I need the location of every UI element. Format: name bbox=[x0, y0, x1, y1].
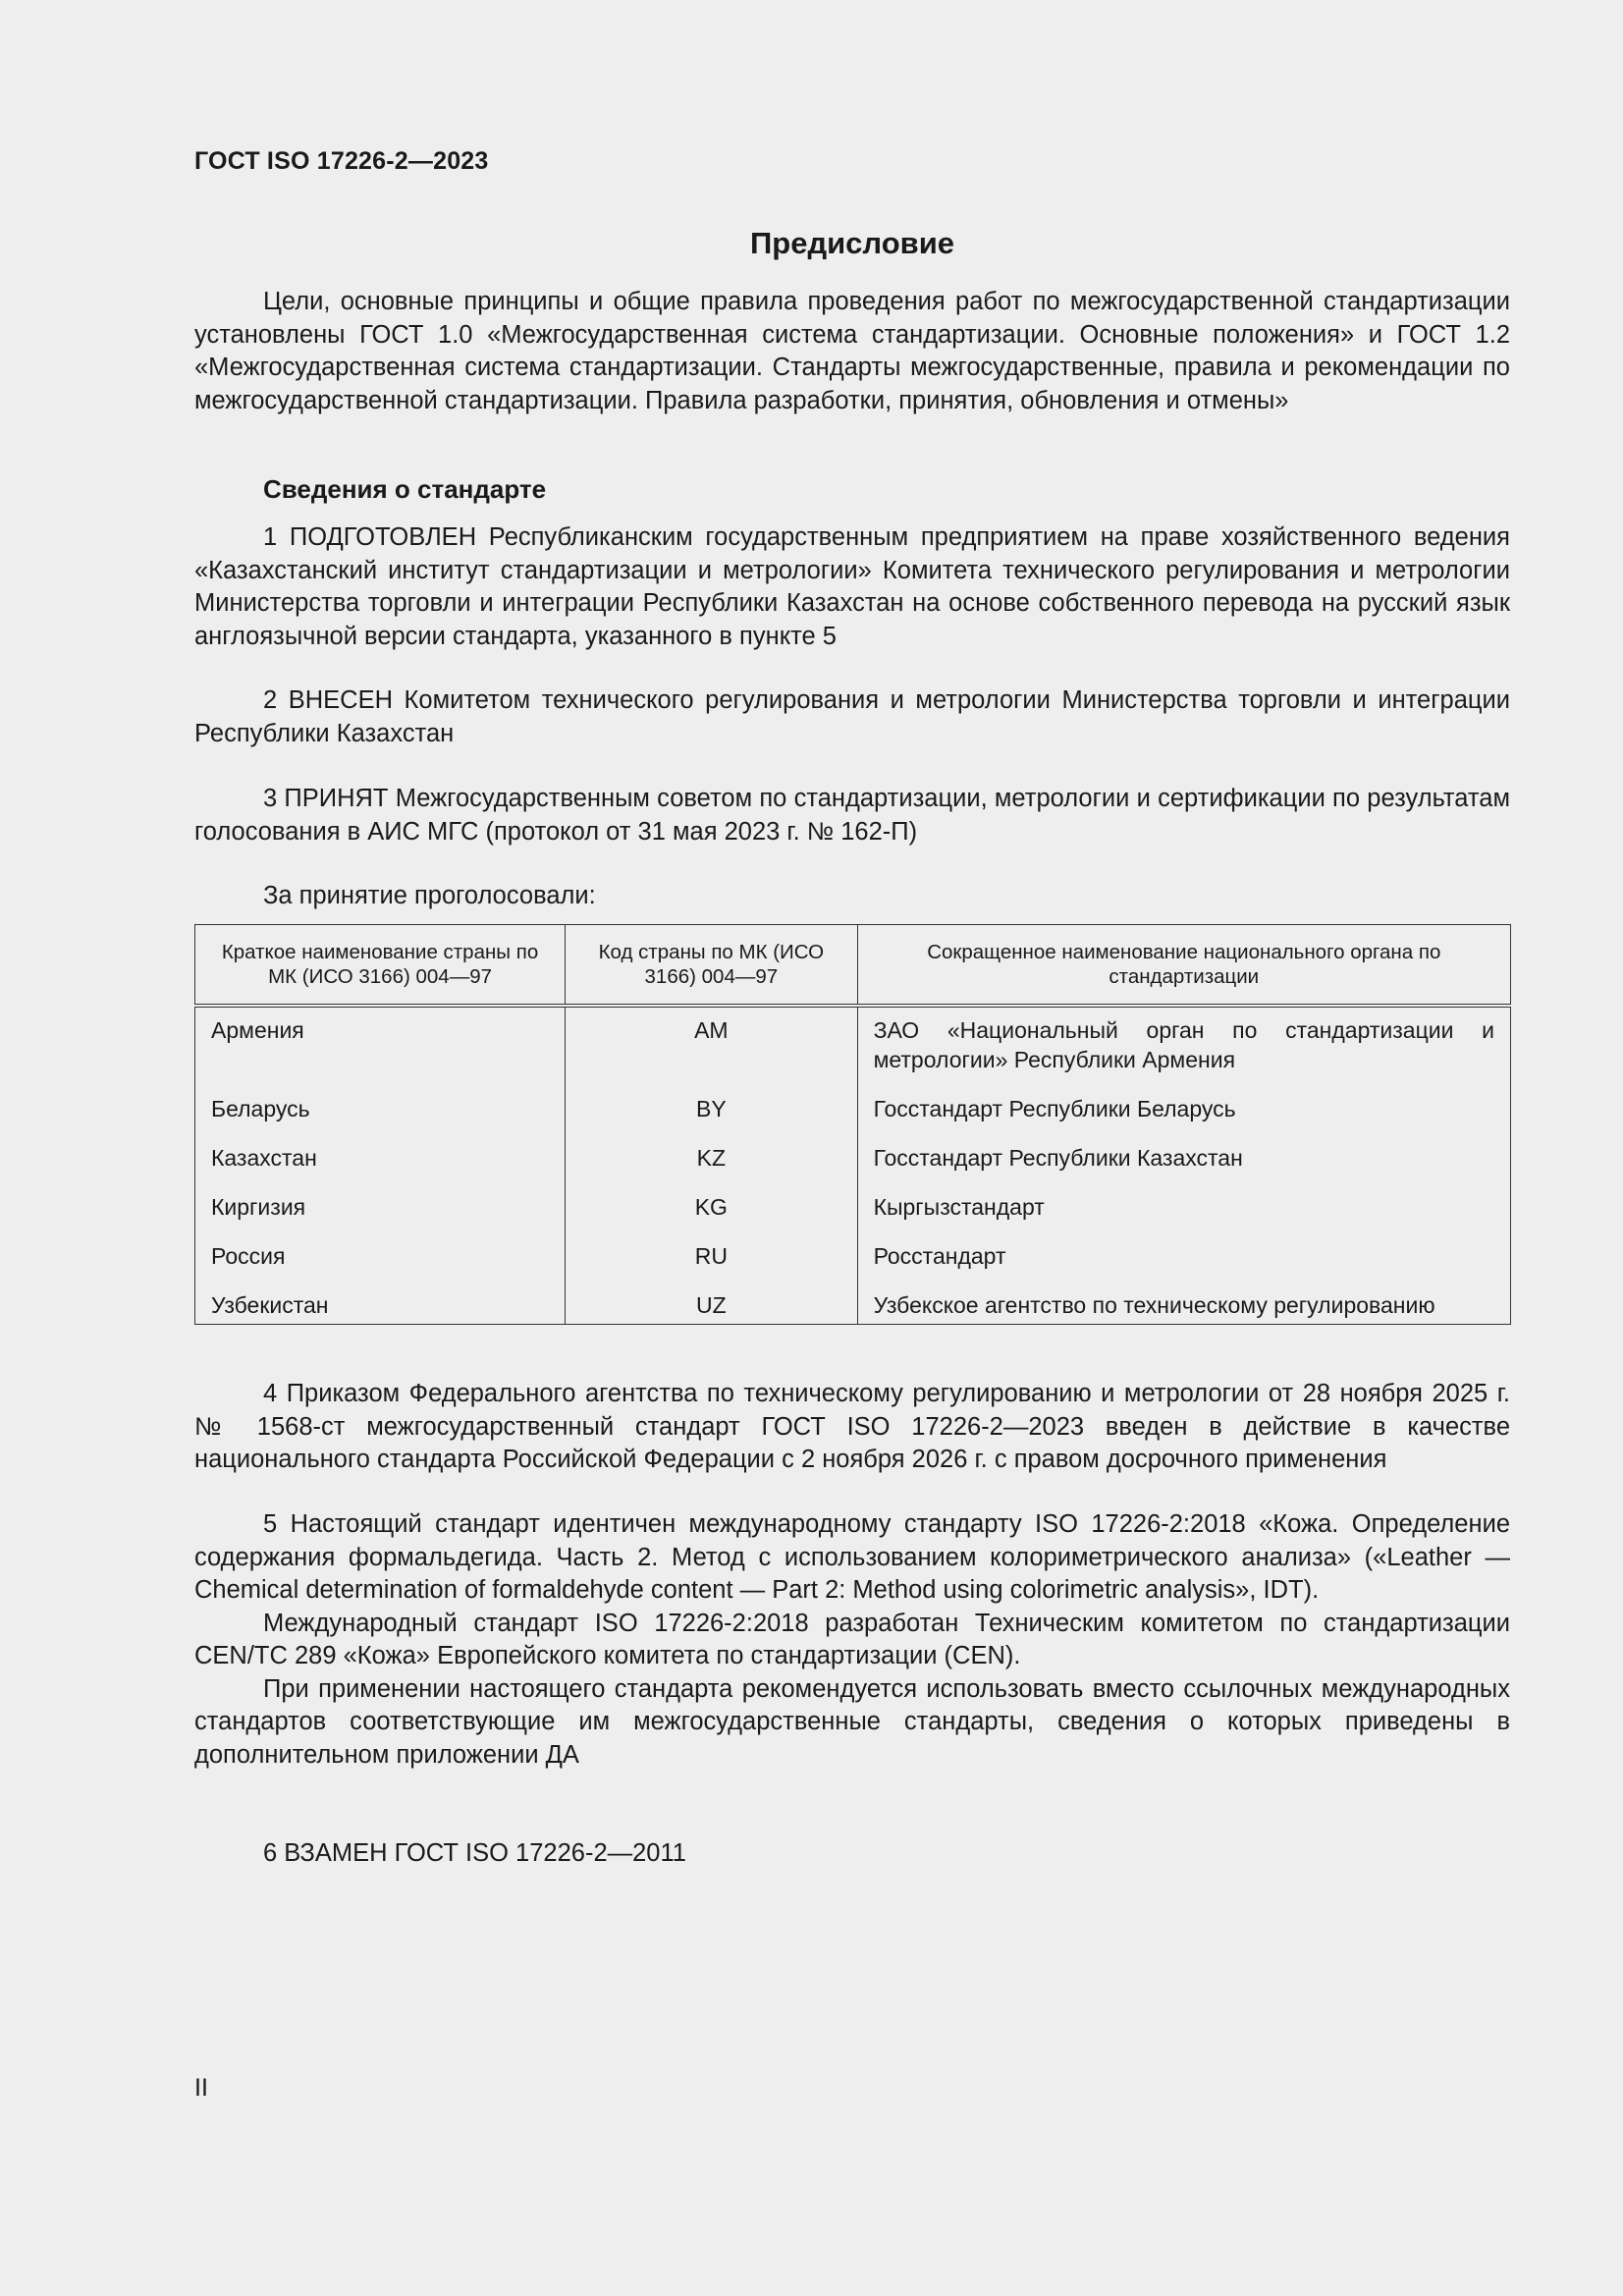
cell-country: Киргизия bbox=[195, 1192, 566, 1241]
cell-code: BY bbox=[566, 1094, 857, 1143]
intro-paragraph: Цели, основные принципы и общие правила проведения работ по межгосударственной стандартизации установлены ГОСТ 1.0 «Межгосударственная система стандартизации. Основные положения» и ГОСТ 1.2 «Межгосударственная система стандартизации. Стандарты межгосударственные, правила и рекомендации по межгосударственной стандартизации. Правила разработки, принятия, обновления и отмены» bbox=[194, 288, 1510, 414]
item-2-text: 2 ВНЕСЕН Комитетом технического регулирования и метрологии Министерства торговли и интеграции Республики Казахстан bbox=[194, 686, 1510, 747]
cell-country: Россия bbox=[195, 1241, 566, 1290]
item-4-text: 4 Приказом Федерального агентства по техническому регулированию и метрологии от 28 ноября 2025 г. № 1568-ст межгосударственный стандарт ГОСТ ISO 17226-2—2023 введен в действие в качестве национального стандарта Российской Федерации с 2 ноября 2026 г. с правом досрочного применения bbox=[194, 1380, 1510, 1473]
document-code: ГОСТ ISO 17226-2—2023 bbox=[194, 147, 489, 175]
item-3-text: 3 ПРИНЯТ Межгосударственным советом по стандартизации, метрологии и сертификации по результатам голосования в АИС МГС (протокол от 31 мая 2023 г. № 162-П) bbox=[194, 785, 1510, 846]
item-6 bbox=[194, 1837, 1510, 1871]
cell-body: Кыргызстандарт bbox=[857, 1192, 1510, 1241]
table-row bbox=[195, 1241, 1511, 1290]
item-1 bbox=[194, 521, 1510, 653]
info-heading: Сведения о стандарте bbox=[263, 474, 547, 504]
cell-body: Узбекское агентство по техническому регулированию bbox=[857, 1290, 1510, 1325]
cell-body: ЗАО «Национальный орган по стандартизации и метрологии» Республики Армения bbox=[857, 1006, 1510, 1094]
item-5-recommendation-text: При применении настоящего стандарта рекомендуется использовать вместо ссылочных международных стандартов соответствующие им межгосударственные стандарты, сведения о которых приведены в дополнительном приложении ДА bbox=[194, 1674, 1510, 1769]
cell-country: Беларусь bbox=[195, 1094, 566, 1143]
item-2 bbox=[194, 684, 1510, 750]
table-header-code: Код страны по МК (ИСО 3166) 004—97 bbox=[566, 925, 857, 1007]
cell-code: RU bbox=[566, 1241, 857, 1290]
table-row bbox=[195, 1094, 1511, 1143]
table-header-row bbox=[195, 925, 1511, 1007]
cell-code: KZ bbox=[566, 1143, 857, 1192]
item-4 bbox=[194, 1378, 1510, 1477]
table-header-body: Сокращенное наименование национального органа по стандартизации bbox=[857, 925, 1510, 1007]
table-row bbox=[195, 1290, 1511, 1325]
item-1-text: 1 ПОДГОТОВЛЕН Республиканским государственным предприятием на праве хозяйственного ведения «Казахстанский институт стандартизации и метрологии» Комитета технического регулирования и метрологии Министерства торговли и интеграции Республики Казахстан на основе собственного перевода на русский язык англоязычной версии стандарта, указанного в пункте 5 bbox=[194, 523, 1510, 650]
table-row bbox=[195, 1192, 1511, 1241]
item-5-text: 5 Настоящий стандарт идентичен международному стандарту ISO 17226-2:2018 «Кожа. Определение содержания формальдегида. Часть 2. Метод с использованием колориметрического анализа» («Leather — Chemical determination of formaldehyde content — Part 2: Method using colorimetric analysis», IDT). bbox=[194, 1510, 1510, 1604]
table-header-country: Краткое наименование страны по МК (ИСО 3166) 004—97 bbox=[195, 925, 566, 1007]
cell-country: Казахстан bbox=[195, 1143, 566, 1192]
vote-label: За принятие проголосовали: bbox=[263, 882, 596, 909]
page-number: II bbox=[194, 2074, 208, 2102]
member-states-table bbox=[194, 924, 1511, 1325]
item-5 bbox=[194, 1508, 1510, 1772]
table-row bbox=[195, 1006, 1511, 1094]
cell-code: KG bbox=[566, 1192, 857, 1241]
cell-code: AM bbox=[566, 1006, 857, 1094]
cell-code: UZ bbox=[566, 1290, 857, 1325]
item-5-committee-text: Международный стандарт ISO 17226-2:2018 разработан Техническим комитетом по стандартизации CEN/TC 289 «Кожа» Европейского комитета по стандартизации (CEN). bbox=[194, 1609, 1510, 1669]
cell-country: Армения bbox=[195, 1006, 566, 1094]
cell-country: Узбекистан bbox=[195, 1290, 566, 1325]
item-3 bbox=[194, 783, 1510, 848]
cell-body: Госстандарт Республики Беларусь bbox=[857, 1094, 1510, 1143]
item-6-text: 6 ВЗАМЕН ГОСТ ISO 17226-2—2011 bbox=[263, 1839, 686, 1867]
cell-body: Росстандарт bbox=[857, 1241, 1510, 1290]
page-title: Предисловие bbox=[749, 226, 954, 260]
cell-body: Госстандарт Республики Казахстан bbox=[857, 1143, 1510, 1192]
table-row bbox=[195, 1143, 1511, 1192]
intro-section bbox=[194, 286, 1510, 417]
